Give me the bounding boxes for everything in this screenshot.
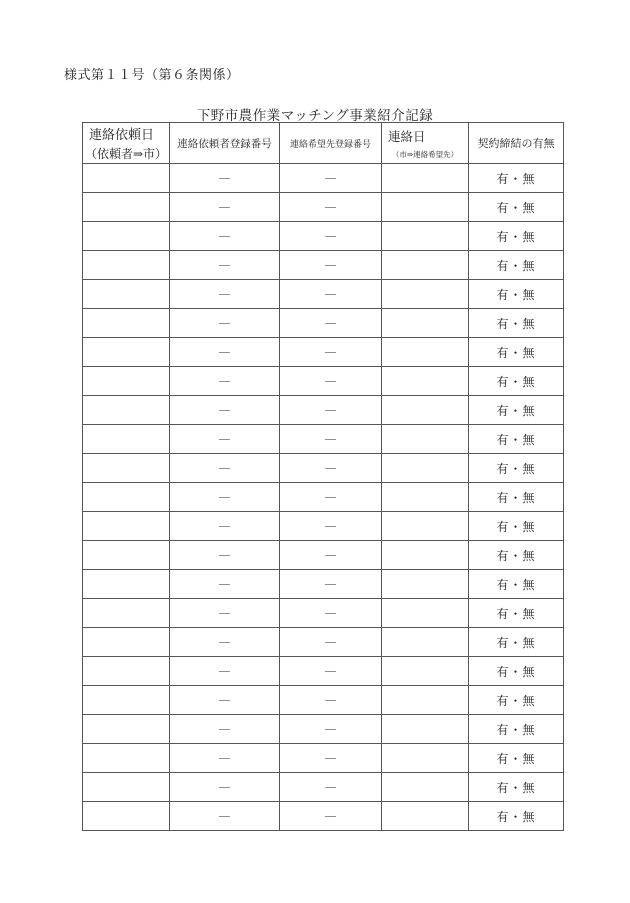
target-no-cell[interactable]: — xyxy=(280,802,382,831)
requester-no-cell[interactable]: — xyxy=(170,715,280,744)
requester-no-cell[interactable]: — xyxy=(170,744,280,773)
table-row xyxy=(83,628,564,657)
header-requester-no: 連絡依頼者登録番号 xyxy=(170,123,280,164)
request-date-cell[interactable] xyxy=(83,338,170,367)
table-row xyxy=(83,541,564,570)
request-date-cell[interactable] xyxy=(83,541,170,570)
target-no-cell[interactable]: — xyxy=(280,454,382,483)
target-no-cell[interactable]: — xyxy=(280,599,382,628)
table-row xyxy=(83,744,564,773)
contact-date-cell[interactable] xyxy=(382,164,469,193)
contact-date-cell[interactable] xyxy=(382,541,469,570)
header-contact-date-sub: （市⇒連絡希望先） xyxy=(391,149,459,159)
target-no-cell[interactable]: — xyxy=(280,222,382,251)
target-no-cell[interactable]: — xyxy=(280,367,382,396)
requester-no-cell[interactable]: — xyxy=(170,367,280,396)
contract-cell[interactable]: 有・無 xyxy=(469,512,564,541)
contact-date-cell[interactable] xyxy=(382,802,469,831)
contact-date-cell[interactable] xyxy=(382,599,469,628)
request-date-cell[interactable] xyxy=(83,599,170,628)
contact-date-cell[interactable] xyxy=(382,512,469,541)
contact-date-cell[interactable] xyxy=(382,280,469,309)
contract-cell[interactable]: 有・無 xyxy=(469,309,564,338)
referral-record-table xyxy=(82,122,564,831)
requester-no-cell[interactable]: — xyxy=(170,164,280,193)
table-row xyxy=(83,454,564,483)
target-no-cell[interactable]: — xyxy=(280,628,382,657)
header-contract: 契約締結の有無 xyxy=(469,123,564,164)
request-date-cell[interactable] xyxy=(83,570,170,599)
header-contact-date-label: 連絡日 xyxy=(388,128,426,144)
header-request-date xyxy=(83,123,170,164)
requester-no-cell[interactable]: — xyxy=(170,454,280,483)
table-row xyxy=(83,309,564,338)
contact-date-cell[interactable] xyxy=(382,338,469,367)
target-no-cell[interactable]: — xyxy=(280,338,382,367)
target-no-cell[interactable]: — xyxy=(280,512,382,541)
requester-no-cell[interactable]: — xyxy=(170,483,280,512)
requester-no-cell[interactable]: — xyxy=(170,686,280,715)
table-row xyxy=(83,802,564,831)
target-no-cell[interactable]: — xyxy=(280,164,382,193)
table-row xyxy=(83,367,564,396)
contact-date-cell[interactable] xyxy=(382,773,469,802)
requester-no-cell[interactable]: — xyxy=(170,309,280,338)
request-date-cell[interactable] xyxy=(83,715,170,744)
requester-no-cell[interactable]: — xyxy=(170,251,280,280)
table-row xyxy=(83,222,564,251)
contract-cell[interactable]: 有・無 xyxy=(469,164,564,193)
requester-no-cell[interactable]: — xyxy=(170,628,280,657)
request-date-cell[interactable] xyxy=(83,744,170,773)
table-row xyxy=(83,193,564,222)
contact-date-cell[interactable] xyxy=(382,744,469,773)
requester-no-cell[interactable]: — xyxy=(170,802,280,831)
table-row xyxy=(83,715,564,744)
table-row xyxy=(83,251,564,280)
contract-cell[interactable]: 有・無 xyxy=(469,628,564,657)
request-date-cell[interactable] xyxy=(83,512,170,541)
target-no-cell[interactable]: — xyxy=(280,396,382,425)
contract-cell[interactable]: 有・無 xyxy=(469,280,564,309)
target-no-cell[interactable]: — xyxy=(280,715,382,744)
table-row xyxy=(83,773,564,802)
request-date-cell[interactable] xyxy=(83,802,170,831)
request-date-cell[interactable] xyxy=(83,657,170,686)
contact-date-cell[interactable] xyxy=(382,570,469,599)
contact-date-cell[interactable] xyxy=(382,425,469,454)
request-date-cell[interactable] xyxy=(83,686,170,715)
table-row xyxy=(83,425,564,454)
table-row xyxy=(83,686,564,715)
table-row xyxy=(83,599,564,628)
table-row xyxy=(83,338,564,367)
contact-date-cell[interactable] xyxy=(382,454,469,483)
contact-date-cell[interactable] xyxy=(382,628,469,657)
target-no-cell[interactable]: — xyxy=(280,309,382,338)
requester-no-cell[interactable]: — xyxy=(170,338,280,367)
contract-cell[interactable]: 有・無 xyxy=(469,454,564,483)
target-no-cell[interactable]: — xyxy=(280,657,382,686)
request-date-cell[interactable] xyxy=(83,222,170,251)
contact-date-cell[interactable] xyxy=(382,657,469,686)
table-row xyxy=(83,280,564,309)
contract-cell[interactable]: 有・無 xyxy=(469,802,564,831)
table-row xyxy=(83,396,564,425)
requester-no-cell[interactable]: — xyxy=(170,512,280,541)
request-date-cell[interactable] xyxy=(83,367,170,396)
contract-cell[interactable]: 有・無 xyxy=(469,251,564,280)
contract-cell[interactable]: 有・無 xyxy=(469,744,564,773)
target-no-cell[interactable]: — xyxy=(280,773,382,802)
request-date-cell[interactable] xyxy=(83,454,170,483)
target-no-cell[interactable]: — xyxy=(280,280,382,309)
requester-no-cell[interactable]: — xyxy=(170,541,280,570)
target-no-cell[interactable]: — xyxy=(280,483,382,512)
table-row xyxy=(83,164,564,193)
target-no-cell[interactable]: — xyxy=(280,570,382,599)
request-date-cell[interactable] xyxy=(83,164,170,193)
request-date-cell[interactable] xyxy=(83,280,170,309)
contract-cell[interactable]: 有・無 xyxy=(469,396,564,425)
contact-date-cell[interactable] xyxy=(382,686,469,715)
table-row xyxy=(83,657,564,686)
requester-no-cell[interactable]: — xyxy=(170,773,280,802)
request-date-cell[interactable] xyxy=(83,483,170,512)
contract-cell[interactable]: 有・無 xyxy=(469,425,564,454)
requester-no-cell[interactable]: — xyxy=(170,657,280,686)
table-header-row xyxy=(83,123,564,164)
target-no-cell[interactable]: — xyxy=(280,193,382,222)
target-no-cell[interactable]: — xyxy=(280,744,382,773)
table-row xyxy=(83,483,564,512)
requester-no-cell[interactable]: — xyxy=(170,425,280,454)
request-date-cell[interactable] xyxy=(83,628,170,657)
header-target-no: 連絡希望先登録番号 xyxy=(280,123,382,164)
contract-cell[interactable]: 有・無 xyxy=(469,541,564,570)
contact-date-cell[interactable] xyxy=(382,715,469,744)
contract-cell[interactable]: 有・無 xyxy=(469,193,564,222)
requester-no-cell[interactable]: — xyxy=(170,280,280,309)
contract-cell[interactable]: 有・無 xyxy=(469,222,564,251)
contact-date-cell[interactable] xyxy=(382,251,469,280)
contract-cell[interactable]: 有・無 xyxy=(469,599,564,628)
contract-cell[interactable]: 有・無 xyxy=(469,338,564,367)
header-request-date-sub: （依頼者⇒市） xyxy=(84,147,168,161)
contract-cell[interactable]: 有・無 xyxy=(469,686,564,715)
contact-date-cell[interactable] xyxy=(382,396,469,425)
contact-date-cell[interactable] xyxy=(382,309,469,338)
requester-no-cell[interactable]: — xyxy=(170,570,280,599)
form-number: 様式第１１号（第６条関係） xyxy=(64,68,240,83)
contract-cell[interactable]: 有・無 xyxy=(469,715,564,744)
document-title: 下野市農作業マッチング事業紹介記録 xyxy=(196,108,434,124)
contract-cell[interactable]: 有・無 xyxy=(469,657,564,686)
contact-date-cell[interactable] xyxy=(382,222,469,251)
header-request-date-label: 連絡依頼日 xyxy=(89,128,155,143)
contract-cell[interactable]: 有・無 xyxy=(469,570,564,599)
contract-cell[interactable]: 有・無 xyxy=(469,773,564,802)
contact-date-cell[interactable] xyxy=(382,483,469,512)
header-contact-date xyxy=(382,123,469,164)
request-date-cell[interactable] xyxy=(83,309,170,338)
contract-cell[interactable]: 有・無 xyxy=(469,483,564,512)
contact-date-cell[interactable] xyxy=(382,193,469,222)
request-date-cell[interactable] xyxy=(83,396,170,425)
request-date-cell[interactable] xyxy=(83,251,170,280)
target-no-cell[interactable]: — xyxy=(280,425,382,454)
requester-no-cell[interactable]: — xyxy=(170,222,280,251)
target-no-cell[interactable]: — xyxy=(280,541,382,570)
requester-no-cell[interactable]: — xyxy=(170,396,280,425)
contact-date-cell[interactable] xyxy=(382,367,469,396)
contract-cell[interactable]: 有・無 xyxy=(469,367,564,396)
request-date-cell[interactable] xyxy=(83,425,170,454)
request-date-cell[interactable] xyxy=(83,193,170,222)
requester-no-cell[interactable]: — xyxy=(170,599,280,628)
table-row xyxy=(83,570,564,599)
target-no-cell[interactable]: — xyxy=(280,251,382,280)
request-date-cell[interactable] xyxy=(83,773,170,802)
target-no-cell[interactable]: — xyxy=(280,686,382,715)
requester-no-cell[interactable]: — xyxy=(170,193,280,222)
table-row xyxy=(83,512,564,541)
